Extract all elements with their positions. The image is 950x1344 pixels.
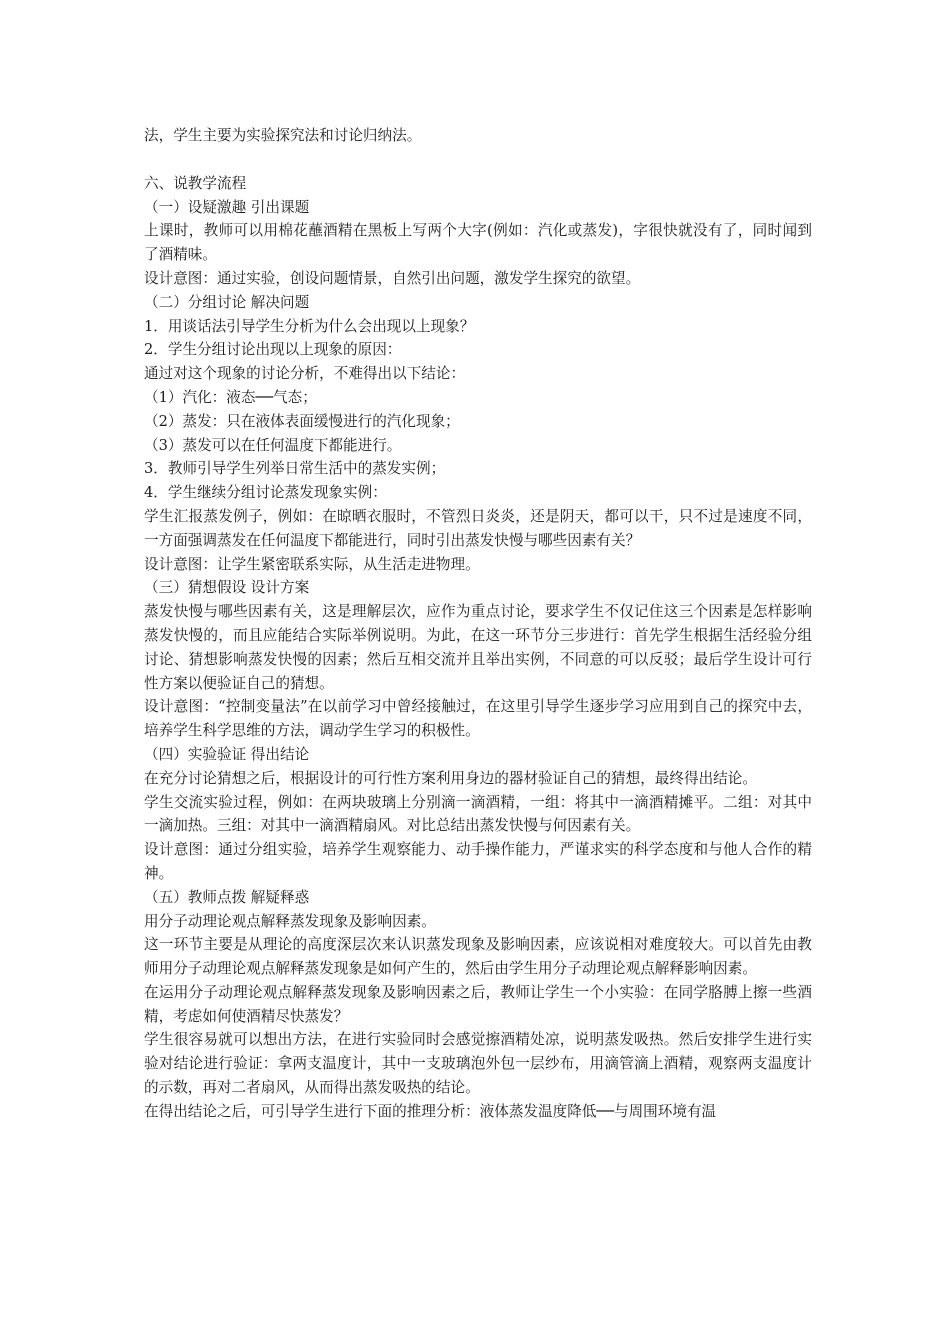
subsection-heading: （三）猜想假设 设计方案 <box>144 579 310 597</box>
subsection-heading: （四）实验验证 得出结论 <box>144 745 310 763</box>
paragraph: 学生汇报蒸发例子，例如：在晾晒衣服时，不管烈日炎炎，还是阴天，都可以干，只不过是速度不同，一方面强调蒸发在任何温度下都能进行，同时引出蒸发快慢与哪些因素有关？ <box>144 507 812 549</box>
subsection-heading: （五）教师点拨 解疑释惑 <box>144 888 310 906</box>
subsection-heading: （一）设疑激趣 引出课题 <box>144 198 310 216</box>
paragraph-gap <box>144 148 812 172</box>
paragraph: 在运用分子动理论观点解释蒸发现象及影响因素之后，教师让学生一个小实验：在同学胳膊上擦一些酒精，考虑如何使酒精尽快蒸发？ <box>144 983 812 1025</box>
paragraph: 用分子动理论观点解释蒸发现象及影响因素。 <box>144 912 436 930</box>
paragraph: 在充分讨论猜想之后，根据设计的可行性方案利用身边的器材验证自己的猜想，最终得出结论。 <box>144 769 757 787</box>
paragraph: 学生很容易就可以想出方法，在进行实验同时会感觉擦酒精处凉，说明蒸发吸热。然后安排学生进行实验对结论进行验证：拿两支温度计，其中一支玻璃泡外包一层纱布，用滴管滴上酒精，观察两支温度计的示数，再对二者扇风，从而得出蒸发吸热的结论。 <box>144 1031 812 1097</box>
paragraph: 设计意图：通过实验，创设问题情景，自然引出问题，激发学生探究的欲望。 <box>144 269 641 287</box>
list-item: （3）蒸发可以在任何温度下都能进行。 <box>144 436 402 454</box>
list-item: （1）汽化：液态──气态； <box>144 388 317 406</box>
list-item: 3．教师引导学生列举日常生活中的蒸发实例； <box>144 460 446 478</box>
paragraph: 设计意图：让学生紧密联系实际，从生活走进物理。 <box>144 555 480 573</box>
paragraph: 设计意图：通过分组实验，培养学生观察能力、动手操作能力，严谨求实的科学态度和与他人合作的精神。 <box>144 841 812 882</box>
paragraph: 通过对这个现象的讨论分析，不难得出以下结论： <box>144 365 466 383</box>
paragraph: 蒸发快慢与哪些因素有关，这是理解层次，应作为重点讨论，要求学生不仅记住这三个因素是怎样影响蒸发快慢的，而且应能结合实际举例说明。为此，在这一环节分三步进行：首先学生根据生活经验分组讨论、猜想影响蒸发快慢的因素；然后互相交流并且举出实例，不同意的可以反驳；最后学生设计可行性方案以便验证自己的猜想。 <box>144 603 812 692</box>
paragraph: 在得出结论之后，可引导学生进行下面的推理分析：液体蒸发温度降低──与周围环境有温 <box>144 1102 717 1120</box>
paragraph: 学生交流实验过程，例如：在两块玻璃上分别滴一滴酒精，一组：将其中一滴酒精摊平。二组：对其中一滴加热。三组：对其中一滴酒精扇风。对比总结出蒸发快慢与何因素有关。 <box>144 793 812 835</box>
section-heading: 六、说教学流程 <box>144 174 247 192</box>
list-item: 2．学生分组讨论出现以上现象的原因： <box>144 341 402 359</box>
paragraph: 设计意图：“控制变量法”在以前学习中曾经接触过，在这里引导学生逐步学习应用到自己的探究中去，培养学生科学思维的方法，调动学生学习的积极性。 <box>144 698 812 740</box>
paragraph: 上课时，教师可以用棉花蘸酒精在黑板上写两个大字(例如：汽化或蒸发)，字很快就没有了，同时闻到了酒精味。 <box>144 222 812 264</box>
list-item: 1．用谈话法引导学生分析为什么会出现以上现象？ <box>144 317 475 335</box>
paragraph: 这一环节主要是从理论的高度深层次来认识蒸发现象及影响因素，应该说相对难度较大。可以首先由教师用分子动理论观点解释蒸发现象是如何产生的，然后由学生用分子动理论观点解释影响因素。 <box>144 936 812 978</box>
subsection-heading: （二）分组讨论 解决问题 <box>144 293 310 311</box>
list-item: （2）蒸发：只在液体表面缓慢进行的汽化现象； <box>144 412 460 430</box>
list-item: 4．学生继续分组讨论蒸发现象实例： <box>144 484 387 502</box>
paragraph: 法，学生主要为实验探究法和讨论归纳法。 <box>144 127 422 144</box>
document-page <box>144 124 812 1124</box>
